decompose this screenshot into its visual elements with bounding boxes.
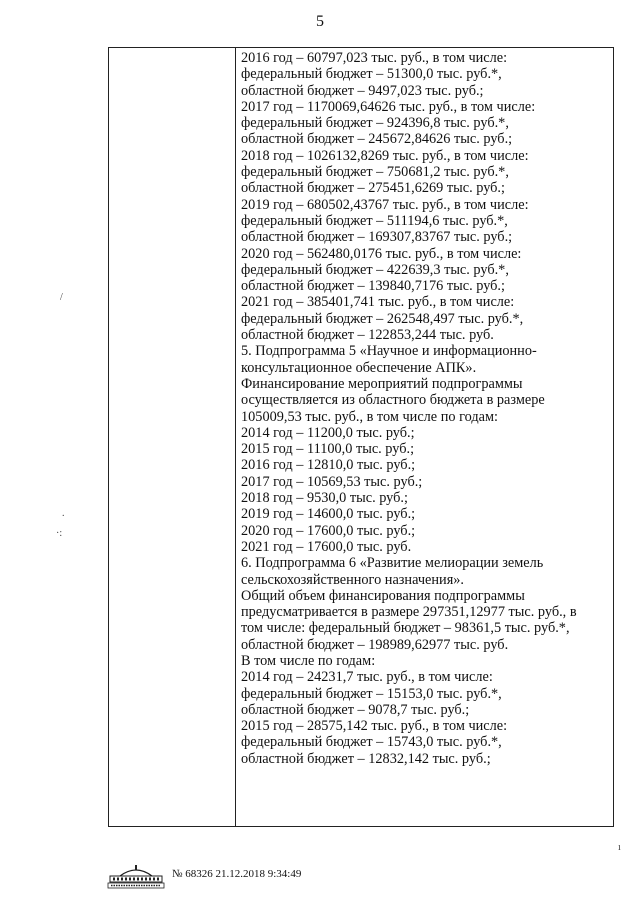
scan-mark: ·: <box>56 528 63 539</box>
text-line: областной бюджет – 198989,62977 тыс. руб. <box>241 636 509 653</box>
text-line: областной бюджет – 9078,7 тыс. руб.; <box>241 701 470 718</box>
text-line: сельскохозяйственного назначения». <box>241 571 464 588</box>
text-line: 2021 год – 385401,741 тыс. руб., в том числе: <box>241 294 515 311</box>
text-line: 2017 год – 10569,53 тыс. руб.; <box>241 473 423 490</box>
text-line: областной бюджет – 12832,142 тыс. руб.; <box>241 750 491 767</box>
text-line: 2020 год – 17600,0 тыс. руб.; <box>241 522 416 539</box>
text-line: Финансирование мероприятий подпрограммы <box>241 375 523 392</box>
text-line: 2019 год – 680502,43767 тыс. руб., в том числе: <box>241 196 529 213</box>
text-line: 2014 год – 11200,0 тыс. руб.; <box>241 424 415 441</box>
text-line: федеральный бюджет – 51300,0 тыс. руб.*, <box>241 66 502 83</box>
text-line: областной бюджет – 9497,023 тыс. руб.; <box>241 82 484 99</box>
text-line: предусматривается в размере 297351,12977 тыс. руб., в <box>241 604 577 621</box>
text-line: 105009,53 тыс. руб., в том числе по годам: <box>241 408 498 425</box>
registration-stamp: № 68326 21.12.2018 9:34:49 <box>172 868 302 880</box>
scan-mark: / <box>60 292 63 303</box>
text-line: В том числе по годам: <box>241 652 376 669</box>
text-line: 2014 год – 24231,7 тыс. руб., в том числе: <box>241 669 493 686</box>
column-divider <box>235 48 236 826</box>
text-line: 2020 год – 562480,0176 тыс. руб., в том числе: <box>241 245 522 262</box>
text-line: 2018 год – 9530,0 тыс. руб.; <box>241 490 408 507</box>
text-line: федеральный бюджет – 15743,0 тыс. руб.*, <box>241 734 502 751</box>
text-line: 2019 год – 14600,0 тыс. руб.; <box>241 506 416 523</box>
text-line: 5. Подпрограмма 5 «Научное и информационно- <box>241 343 537 360</box>
text-line: 6. Подпрограмма 6 «Развитие мелиорации земель <box>241 555 544 572</box>
text-line: 2016 год – 60797,023 тыс. руб., в том числе: <box>241 50 508 66</box>
text-line: областной бюджет – 169307,83767 тыс. руб.; <box>241 229 513 246</box>
text-line: 2017 год – 1170069,64626 тыс. руб., в том числе: <box>241 98 536 115</box>
text-line: федеральный бюджет – 924396,8 тыс. руб.*, <box>241 115 509 132</box>
page-number: 5 <box>316 13 324 30</box>
scan-mark: . <box>62 508 65 519</box>
text-line: областной бюджет – 139840,7176 тыс. руб.; <box>241 278 505 295</box>
text-line: Общий объем финансирования подпрограммы <box>241 587 525 604</box>
text-line: 2016 год – 12810,0 тыс. руб.; <box>241 457 416 474</box>
text-line: областной бюджет – 275451,6269 тыс. руб.; <box>241 180 505 197</box>
scan-mark: ı <box>618 842 621 853</box>
text-line: федеральный бюджет – 262548,497 тыс. руб.*, <box>241 310 524 327</box>
text-line: 2015 год – 28575,142 тыс. руб., в том числе: <box>241 718 508 735</box>
text-line: областной бюджет – 245672,84626 тыс. руб.; <box>241 131 513 148</box>
text-line: областной бюджет – 122853,244 тыс. руб. <box>241 327 494 344</box>
text-line: федеральный бюджет – 15153,0 тыс. руб.*, <box>241 685 502 702</box>
document-footer <box>106 862 406 890</box>
text-line: 2015 год – 11100,0 тыс. руб.; <box>241 441 415 458</box>
text-line: 2018 год – 1026132,8269 тыс. руб., в том числе: <box>241 147 529 164</box>
table-frame <box>108 47 614 827</box>
cell-content <box>241 50 611 767</box>
archive-stamp-icon <box>106 862 166 890</box>
text-line: осуществляется из областного бюджета в размере <box>241 392 545 409</box>
text-line: федеральный бюджет – 750681,2 тыс. руб.*, <box>241 164 509 181</box>
text-line: том числе: федеральный бюджет – 98361,5 тыс. руб.*, <box>241 620 570 637</box>
text-line: консультационное обеспечение АПК». <box>241 359 477 376</box>
text-line: федеральный бюджет – 422639,3 тыс. руб.*, <box>241 261 509 278</box>
text-line: федеральный бюджет – 511194,6 тыс. руб.*, <box>241 212 508 229</box>
text-line: 2021 год – 17600,0 тыс. руб. <box>241 538 412 555</box>
